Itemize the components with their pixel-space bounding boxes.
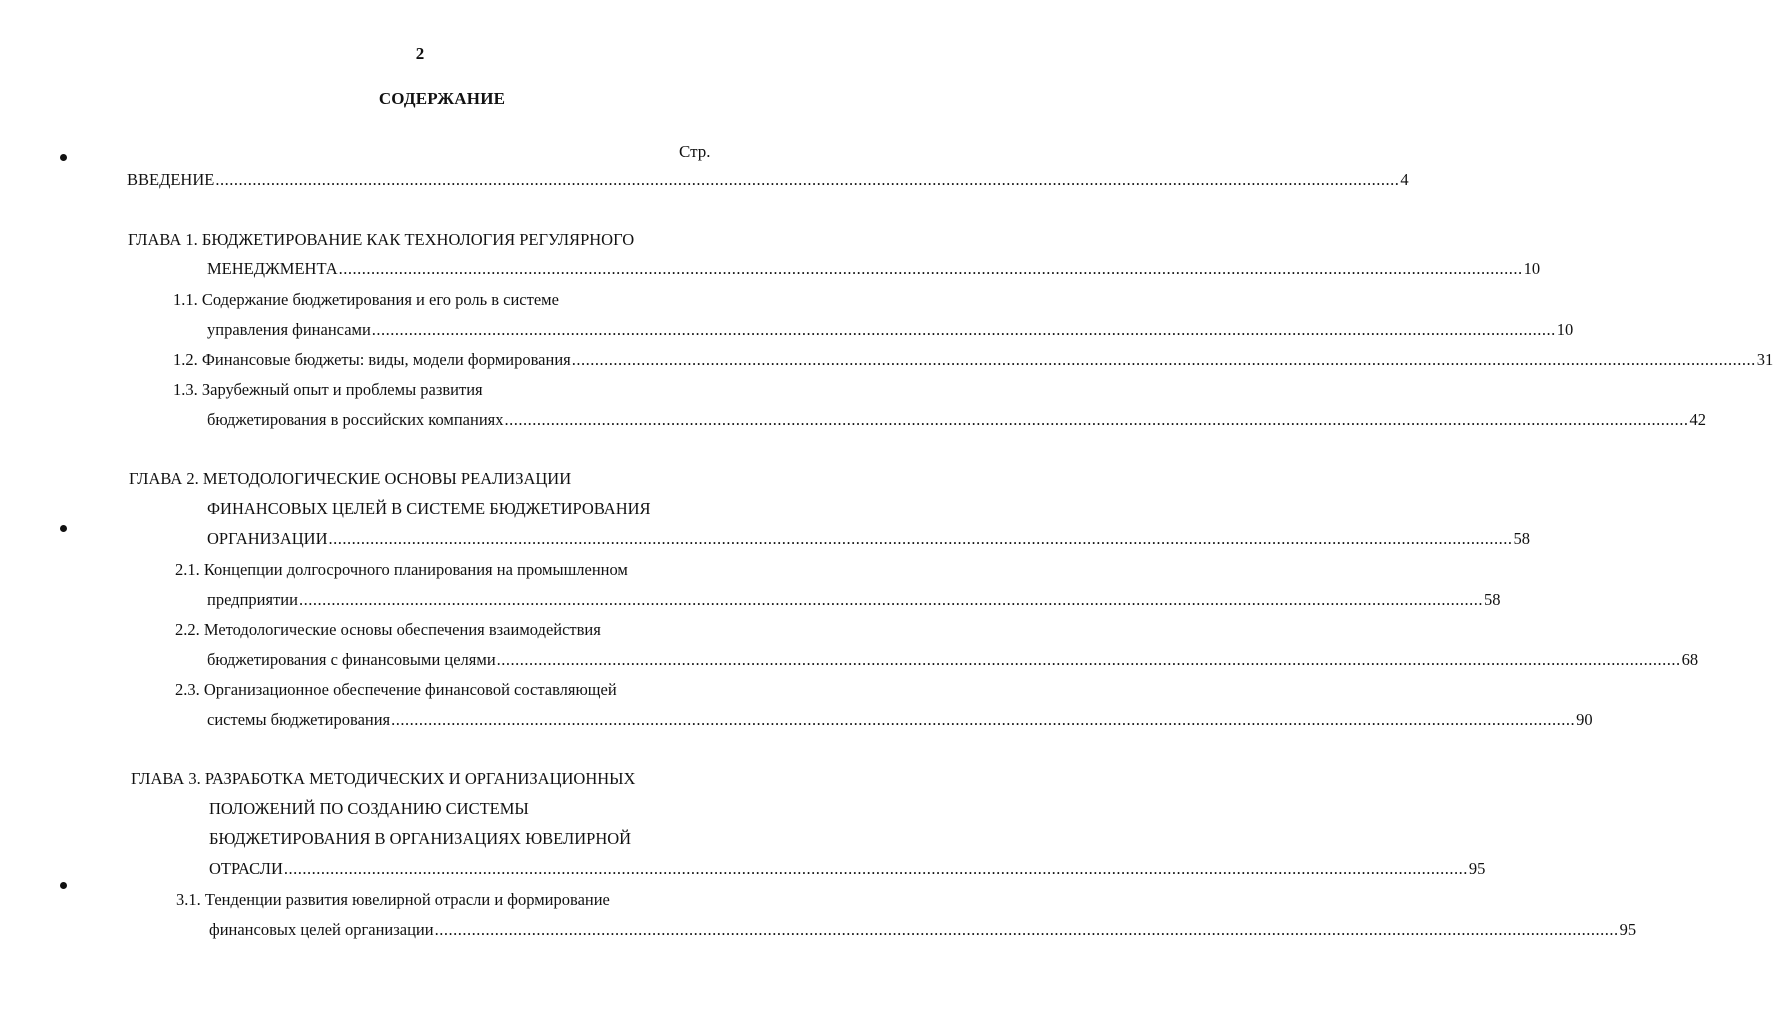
toc-entry-text: предприятии (207, 590, 298, 609)
toc-section-2-1-title: 2.1. Концепции долгосрочного планирования на промышленном (175, 560, 628, 579)
margin-bullet-mark (60, 154, 67, 161)
toc-section-2-1-line (207, 590, 1501, 610)
toc-page-number: 31 (1756, 350, 1773, 369)
toc-section-2-2-title: 2.2. Методологические основы обеспечения взаимодействия (175, 620, 601, 639)
toc-leader-dots: ................................................................................................................................................................................................................................................................ (215, 170, 1400, 189)
toc-entry-text: 1.2. Финансовые бюджеты: виды, модели формирования (173, 350, 571, 369)
toc-leader-dots: ................................................................................................................................................................................................................................................................ (496, 650, 1681, 669)
page-number: 2 (415, 44, 425, 63)
toc-section-3-1-line (209, 920, 1637, 940)
toc-chapter-3-title-cont: БЮДЖЕТИРОВАНИЯ В ОРГАНИЗАЦИЯХ ЮВЕЛИРНОЙ (209, 829, 632, 848)
toc-page-number: 58 (1483, 590, 1501, 609)
toc-chapter-3-title: ГЛАВА 3. РАЗРАБОТКА МЕТОДИЧЕСКИХ И ОРГАНИЗАЦИОННЫХ (131, 769, 636, 788)
toc-entry-intro (127, 170, 1409, 190)
toc-page-number: 42 (1689, 410, 1706, 429)
toc-leader-dots: ................................................................................................................................................................................................................................................................ (298, 590, 1483, 609)
toc-leader-dots: ................................................................................................................................................................................................................................................................ (338, 259, 1523, 278)
toc-leader-dots: ................................................................................................................................................................................................................................................................ (434, 920, 1619, 939)
toc-entry-text: управления финансами (207, 320, 371, 339)
toc-section-1-1-line (207, 320, 1574, 340)
toc-leader-dots: ................................................................................................................................................................................................................................................................ (283, 859, 1468, 878)
toc-leader-dots: ................................................................................................................................................................................................................................................................ (571, 350, 1756, 369)
page-column-header: Стр. (679, 142, 711, 161)
margin-bullet-mark (60, 882, 67, 889)
toc-section-2-2-line (207, 650, 1699, 670)
toc-page-number: 95 (1619, 920, 1637, 939)
toc-entry-text: ОРГАНИЗАЦИИ (207, 529, 328, 548)
toc-chapter-3-line (209, 859, 1486, 879)
toc-chapter-2-title-cont: ФИНАНСОВЫХ ЦЕЛЕЙ В СИСТЕМЕ БЮДЖЕТИРОВАНИЯ (207, 499, 651, 518)
toc-section-1-2-line (173, 350, 1773, 370)
toc-section-1-3-line (207, 410, 1706, 430)
toc-page-number: 95 (1468, 859, 1486, 878)
toc-entry-text: финансовых целей организации (209, 920, 434, 939)
toc-entry-text: ВВЕДЕНИЕ (127, 170, 215, 189)
toc-entry-text: ОТРАСЛИ (209, 859, 283, 878)
toc-entry-text: системы бюджетирования (207, 710, 391, 729)
toc-section-2-3-title: 2.3. Организационное обеспечение финансовой составляющей (175, 680, 617, 699)
toc-entry-text: МЕНЕДЖМЕНТА (207, 259, 338, 278)
toc-page-number: 90 (1576, 710, 1593, 729)
toc-chapter-2-line (207, 529, 1531, 549)
toc-chapter-1-line (207, 259, 1541, 279)
toc-leader-dots: ................................................................................................................................................................................................................................................................ (328, 529, 1513, 548)
toc-page-number: 58 (1513, 529, 1531, 548)
toc-entry-text: бюджетирования в российских компаниях (207, 410, 504, 429)
toc-section-1-3-title: 1.3. Зарубежный опыт и проблемы развития (173, 380, 483, 399)
margin-bullet-mark (60, 525, 67, 532)
toc-entry-text: бюджетирования с финансовыми целями (207, 650, 496, 669)
toc-page-number: 68 (1681, 650, 1699, 669)
toc-leader-dots: ................................................................................................................................................................................................................................................................ (504, 410, 1689, 429)
toc-leader-dots: ................................................................................................................................................................................................................................................................ (371, 320, 1556, 339)
toc-chapter-2-title: ГЛАВА 2. МЕТОДОЛОГИЧЕСКИЕ ОСНОВЫ РЕАЛИЗАЦИИ (129, 469, 572, 488)
toc-page-number: 10 (1523, 259, 1541, 278)
toc-page-number: 4 (1400, 170, 1409, 189)
toc-chapter-3-title-cont: ПОЛОЖЕНИЙ ПО СОЗДАНИЮ СИСТЕМЫ (209, 799, 529, 818)
toc-section-1-1-title: 1.1. Содержание бюджетирования и его роль в системе (173, 290, 559, 309)
page-title: СОДЕРЖАНИЕ (378, 89, 506, 108)
toc-leader-dots: ................................................................................................................................................................................................................................................................ (391, 710, 1576, 729)
toc-section-3-1-title: 3.1. Тенденции развития ювелирной отрасли и формирование (176, 890, 610, 909)
toc-page-number: 10 (1556, 320, 1574, 339)
toc-chapter-1-title: ГЛАВА 1. БЮДЖЕТИРОВАНИЕ КАК ТЕХНОЛОГИЯ РЕГУЛЯРНОГО (128, 230, 635, 249)
toc-section-2-3-line (207, 710, 1593, 730)
